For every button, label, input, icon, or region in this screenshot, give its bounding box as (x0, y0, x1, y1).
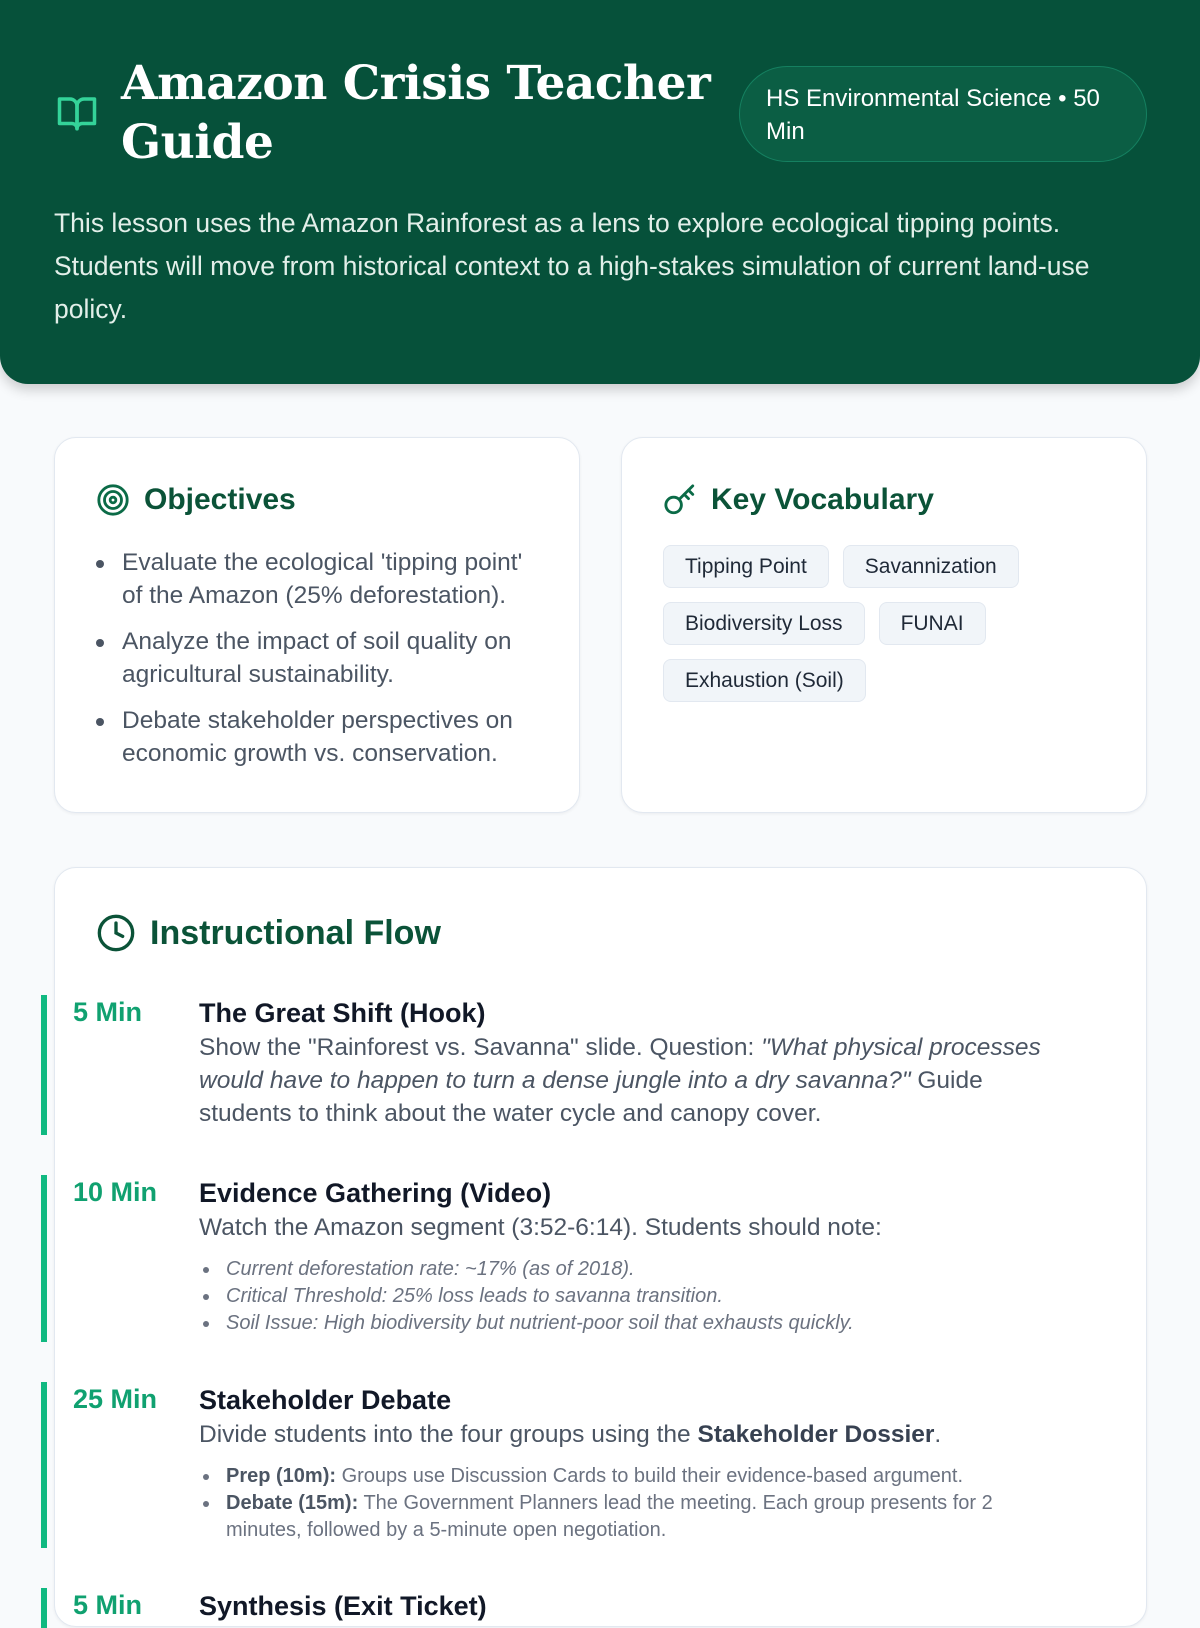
flow-heading (96, 913, 441, 953)
objectives-title: Objectives (144, 483, 296, 516)
note-item: Critical Threshold: 25% loss leads to savanna transition. (199, 1283, 1051, 1310)
objectives-card (54, 437, 580, 813)
step-description: Divide students into the four groups using the Stakeholder Dossier. (199, 1421, 942, 1448)
lesson-description: This lesson uses the Amazon Rainforest as a lens to explore ecological tipping points. Students will move from historical context to a high-stakes simulation of current land-use policy. (54, 208, 1090, 324)
step-duration: 5 Min (73, 1590, 143, 1620)
vocab-tag: Biodiversity Loss (663, 602, 865, 645)
objective-item: Evaluate the ecological 'tipping point' of the Amazon (25% deforestation). (93, 546, 543, 612)
vocabulary-title: Key Vocabulary (711, 483, 934, 516)
step-description: Watch the Amazon segment (3:52-6:14). Students should note: (199, 1214, 882, 1241)
note-item: Prep (10m): Groups use Discussion Cards to build their evidence-based argument. (199, 1463, 1051, 1490)
vocab-tag: FUNAI (879, 602, 986, 645)
objectives-list (93, 546, 543, 783)
note-item: Current deforestation rate: ~17% (as of 2018). (199, 1256, 1051, 1283)
step-duration: 25 Min (73, 1384, 158, 1414)
video-notes-list (199, 1256, 1051, 1337)
flow-step-video (41, 1175, 1051, 1342)
vocabulary-card (621, 437, 1147, 813)
lesson-header (0, 0, 1200, 384)
debate-notes-list (199, 1463, 1051, 1544)
step-description: Show the "Rainforest vs. Savanna" slide. Question: "What physical processes would have to happen to turn a dense jungle into a dry savanna?" Guide students to think about the water cycle and canopy cover. (199, 1034, 1041, 1127)
vocab-tag: Savannization (843, 545, 1019, 588)
step-title: Stakeholder Debate (199, 1385, 452, 1415)
flow-title: Instructional Flow (150, 913, 441, 952)
objective-item: Analyze the impact of soil quality on agricultural sustainability. (93, 625, 543, 691)
note-item: Debate (15m): The Government Planners lead the meeting. Each group presents for 2 minutes, followed by a 5-minute open negotiation. (199, 1490, 1051, 1544)
step-duration: 10 Min (73, 1177, 158, 1207)
vocab-tag: Tipping Point (663, 545, 829, 588)
note-item: Soil Issue: High biodiversity but nutrient-poor soil that exhausts quickly. (199, 1310, 1051, 1337)
step-title: Evidence Gathering (Video) (199, 1178, 552, 1208)
vocabulary-tags (663, 545, 1113, 702)
vocabulary-heading (663, 483, 934, 517)
step-title: The Great Shift (Hook) (199, 998, 486, 1028)
objective-item: Debate stakeholder perspectives on economic growth vs. conservation. (93, 704, 543, 770)
step-duration: 5 Min (73, 997, 143, 1027)
key-icon (663, 483, 697, 517)
course-badge: HS Environmental Science • 50 Min (739, 66, 1147, 162)
hook-question: "What physical processes would have to happen to turn a dense jungle into a dry savanna?" (199, 1034, 1041, 1094)
page-title: Amazon Crisis Teacher Guide (121, 56, 711, 170)
flow-step-synthesis (41, 1588, 1051, 1628)
target-icon (96, 483, 130, 517)
vocab-tag: Exhaustion (Soil) (663, 659, 866, 702)
flow-step-hook (41, 995, 1051, 1135)
book-open-icon (54, 92, 100, 134)
flow-step-debate (41, 1382, 1051, 1548)
objectives-heading (96, 483, 296, 517)
clock-icon (96, 913, 136, 953)
step-title: Synthesis (Exit Ticket) (199, 1591, 487, 1621)
dossier-name: Stakeholder Dossier (697, 1421, 935, 1448)
